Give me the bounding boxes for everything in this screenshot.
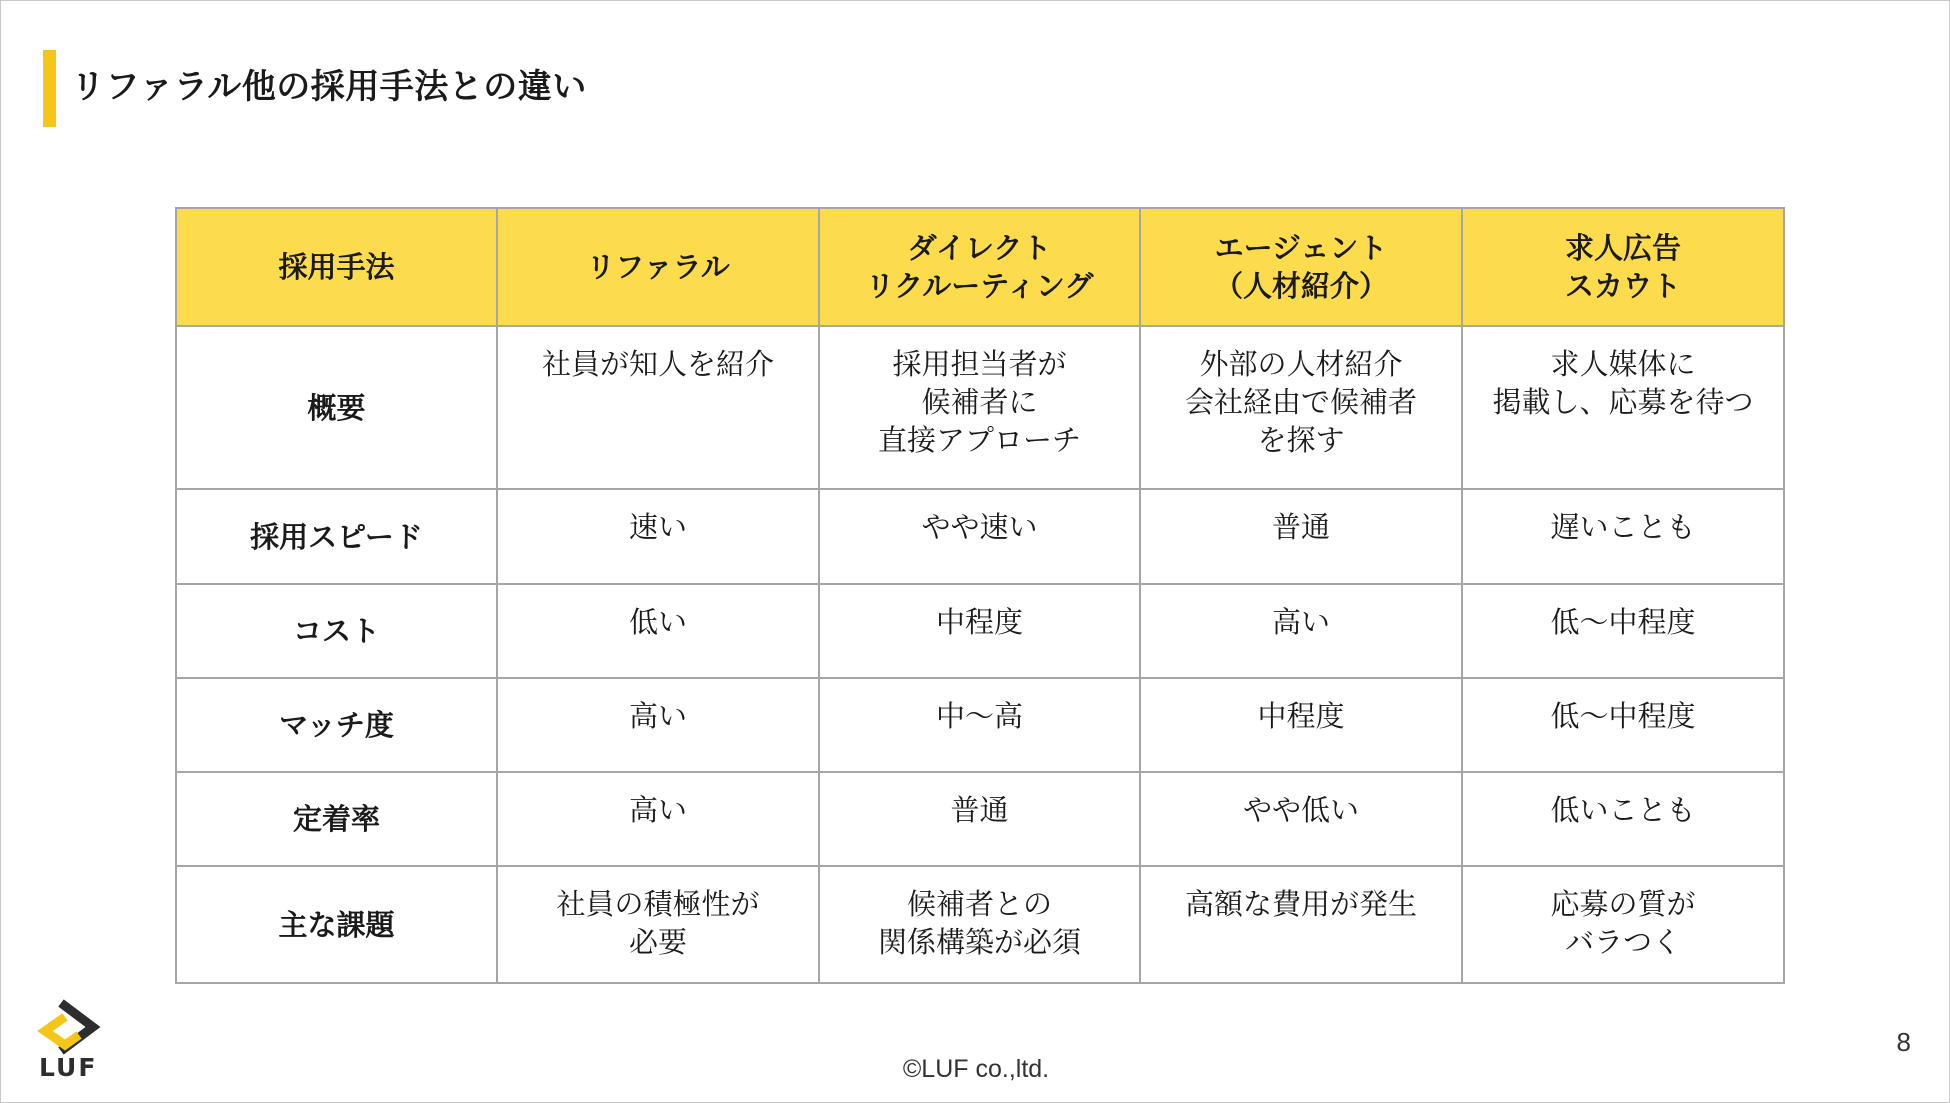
cell-agent: 高い — [1140, 584, 1462, 678]
cell-ad: 低〜中程度 — [1462, 678, 1784, 772]
comparison-table — [175, 207, 1785, 984]
copyright-text: ©LUF co.,ltd. — [902, 1055, 1050, 1083]
cell-direct: 中程度 — [819, 584, 1140, 678]
cell-agent: やや低い — [1140, 772, 1462, 866]
cell-direct: 普通 — [819, 772, 1140, 866]
header-job-ad-scout: 求人広告 スカウト — [1462, 208, 1784, 326]
cell-agent: 普通 — [1140, 489, 1462, 584]
header-method: 採用手法 — [176, 208, 497, 326]
cell-ad: 低いことも — [1462, 772, 1784, 866]
cell-ad: 応募の質が バラつく — [1462, 866, 1784, 983]
cell-referral: 低い — [497, 584, 819, 678]
table-row — [176, 489, 1784, 584]
cell-direct: 採用担当者が 候補者に 直接アプローチ — [819, 326, 1140, 489]
row-label-match: マッチ度 — [176, 678, 497, 772]
cell-agent: 高額な費用が発生 — [1140, 866, 1462, 983]
cell-ad: 低〜中程度 — [1462, 584, 1784, 678]
cell-direct: 中〜高 — [819, 678, 1140, 772]
cell-agent: 中程度 — [1140, 678, 1462, 772]
row-label-cost: コスト — [176, 584, 497, 678]
cell-referral: 社員の積極性が 必要 — [497, 866, 819, 983]
table-row — [176, 772, 1784, 866]
table-row — [176, 866, 1784, 983]
table-row — [176, 326, 1784, 489]
row-label-retention: 定着率 — [176, 772, 497, 866]
row-label-speed: 採用スピード — [176, 489, 497, 584]
cell-ad: 求人媒体に 掲載し、応募を待つ — [1462, 326, 1784, 489]
table-row — [176, 678, 1784, 772]
cell-ad: 遅いことも — [1462, 489, 1784, 584]
title-accent-bar — [43, 50, 56, 127]
header-referral: リファラル — [497, 208, 819, 326]
cell-referral: 社員が知人を紹介 — [497, 326, 819, 489]
cell-direct: 候補者との 関係構築が必須 — [819, 866, 1140, 983]
logo-text: LUF — [39, 1053, 98, 1082]
page-number: 8 — [1896, 1027, 1911, 1057]
slide-title: リファラル他の採用手法との違い — [71, 67, 587, 107]
cell-referral: 速い — [497, 489, 819, 584]
row-label-overview: 概要 — [176, 326, 497, 489]
cell-direct: やや速い — [819, 489, 1140, 584]
cell-referral: 高い — [497, 772, 819, 866]
header-direct-recruiting: ダイレクト リクルーティング — [819, 208, 1140, 326]
table-header-row — [176, 208, 1784, 326]
header-agent: エージェント （人材紹介） — [1140, 208, 1462, 326]
cell-agent: 外部の人材紹介 会社経由で候補者 を探す — [1140, 326, 1462, 489]
row-label-issues: 主な課題 — [176, 866, 497, 983]
cell-referral: 高い — [497, 678, 819, 772]
table-row — [176, 584, 1784, 678]
